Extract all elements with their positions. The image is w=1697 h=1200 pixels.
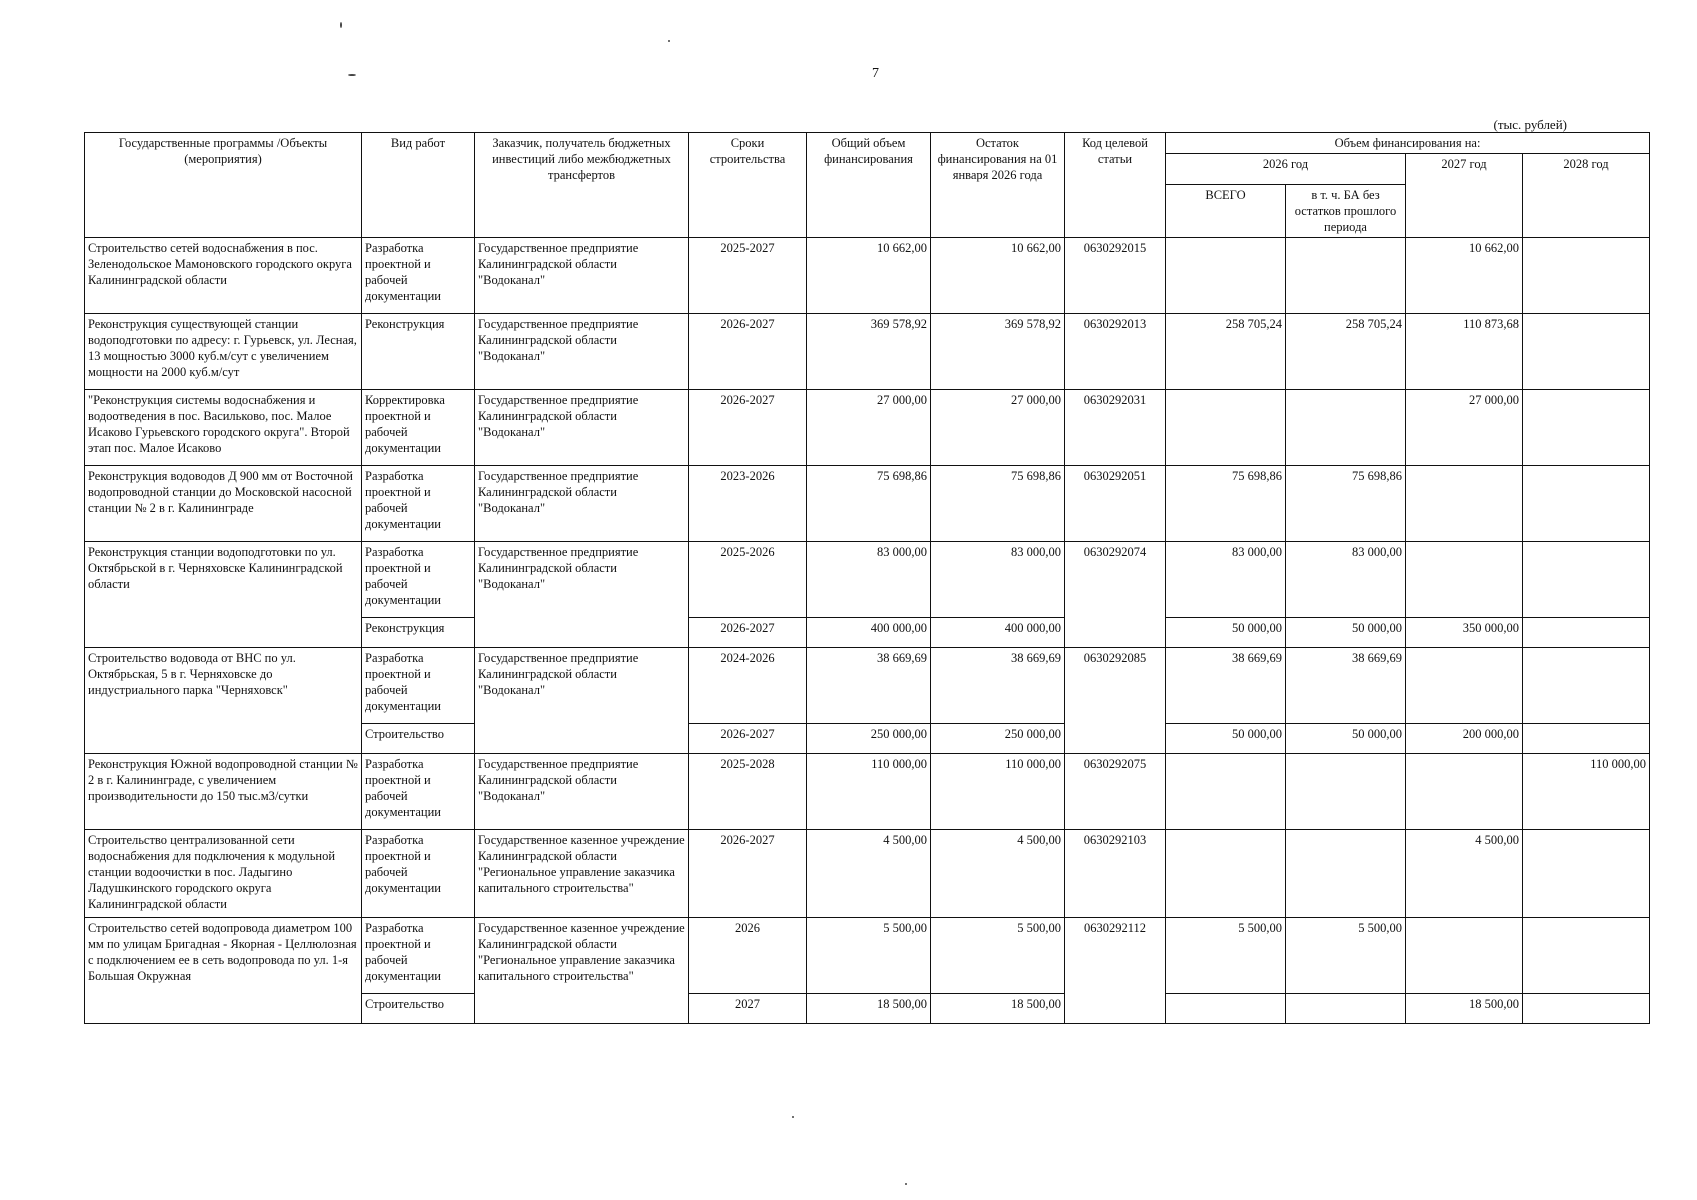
y2028-cell [1523, 390, 1650, 466]
y2026-ba-cell: 50 000,00 [1286, 724, 1406, 754]
terms-cell: 2025-2027 [689, 238, 807, 314]
customer-cell: Государственное предприятие Калининградской области "Водоканал" [475, 754, 689, 830]
code-cell: 0630292112 [1065, 918, 1166, 1024]
y2027-cell: 10 662,00 [1406, 238, 1523, 314]
code-cell: 0630292051 [1065, 466, 1166, 542]
table-row [85, 390, 1650, 466]
total-cell: 250 000,00 [807, 724, 931, 754]
program-cell: Реконструкция существующей станции водоподготовки по адресу: г. Гурьевск, ул. Лесная, 13 мощностью 3000 куб.м/сут с увеличением мощности на 2000 куб.м/сут [85, 314, 362, 390]
y2026-total-cell [1166, 390, 1286, 466]
y2026-total-cell [1166, 830, 1286, 918]
remaining-cell: 75 698,86 [931, 466, 1065, 542]
remaining-cell: 4 500,00 [931, 830, 1065, 918]
y2027-cell: 350 000,00 [1406, 618, 1523, 648]
remaining-cell: 18 500,00 [931, 994, 1065, 1024]
terms-cell: 2025-2026 [689, 542, 807, 618]
y2028-cell [1523, 648, 1650, 724]
header-year-2028: 2028 год [1523, 154, 1650, 238]
code-cell: 0630292085 [1065, 648, 1166, 754]
program-cell: Реконструкция Южной водопроводной станции № 2 в г. Калининграде, с увеличением производительности до 150 тыс.м3/сутки [85, 754, 362, 830]
y2026-ba-cell: 38 669,69 [1286, 648, 1406, 724]
scan-speck [340, 22, 342, 28]
scan-speck [668, 40, 670, 42]
header-customer: Заказчик, получатель бюджетных инвестиций либо межбюджетных трансфертов [475, 133, 689, 238]
terms-cell: 2024-2026 [689, 648, 807, 724]
y2026-ba-cell: 5 500,00 [1286, 918, 1406, 994]
work-type-cell: Разработка проектной и рабочей документации [362, 542, 475, 618]
header-financing-volume: Объем финансирования на: [1166, 133, 1650, 154]
work-type-cell: Разработка проектной и рабочей документации [362, 830, 475, 918]
work-type-cell: Реконструкция [362, 618, 475, 648]
work-type-cell: Корректировка проектной и рабочей документации [362, 390, 475, 466]
work-type-cell: Реконструкция [362, 314, 475, 390]
total-cell: 369 578,92 [807, 314, 931, 390]
y2026-total-cell [1166, 238, 1286, 314]
work-type-cell: Разработка проектной и рабочей документации [362, 754, 475, 830]
y2028-cell: 110 000,00 [1523, 754, 1650, 830]
work-type-cell: Разработка проектной и рабочей документации [362, 466, 475, 542]
header-including-ba: в т. ч. БА без остатков прошлого периода [1286, 185, 1406, 238]
y2027-cell: 27 000,00 [1406, 390, 1523, 466]
y2026-ba-cell [1286, 754, 1406, 830]
header-year-2026: 2026 год [1166, 154, 1406, 185]
table-row [85, 830, 1650, 918]
y2026-total-cell [1166, 994, 1286, 1024]
code-cell: 0630292103 [1065, 830, 1166, 918]
table-row [85, 542, 1650, 618]
y2026-ba-cell: 50 000,00 [1286, 618, 1406, 648]
terms-cell: 2026-2027 [689, 314, 807, 390]
customer-cell: Государственное предприятие Калининградской области "Водоканал" [475, 466, 689, 542]
header-total: ВСЕГО [1166, 185, 1286, 238]
remaining-cell: 110 000,00 [931, 754, 1065, 830]
header-row [85, 133, 1650, 154]
y2026-total-cell: 38 669,69 [1166, 648, 1286, 724]
header-total-financing: Общий объем финансирования [807, 133, 931, 238]
y2026-ba-cell [1286, 830, 1406, 918]
terms-cell: 2026-2027 [689, 724, 807, 754]
unit-note: (тыс. рублей) [1493, 117, 1567, 132]
table-row [85, 466, 1650, 542]
y2027-cell [1406, 918, 1523, 994]
y2028-cell [1523, 238, 1650, 314]
code-cell: 0630292015 [1065, 238, 1166, 314]
work-type-cell: Разработка проектной и рабочей документации [362, 648, 475, 724]
y2028-cell [1523, 830, 1650, 918]
customer-cell: Государственное казенное учреждение Калининградской области "Региональное управление заказчика капитального строительства" [475, 918, 689, 1024]
y2026-ba-cell: 83 000,00 [1286, 542, 1406, 618]
work-type-cell: Разработка проектной и рабочей документации [362, 238, 475, 314]
remaining-cell: 400 000,00 [931, 618, 1065, 648]
terms-cell: 2025-2028 [689, 754, 807, 830]
customer-cell: Государственное предприятие Калининградской области "Водоканал" [475, 314, 689, 390]
header-year-2027: 2027 год [1406, 154, 1523, 238]
header-target-code: Код целевой статьи [1065, 133, 1166, 238]
y2026-total-cell: 50 000,00 [1166, 618, 1286, 648]
program-cell: Строительство водовода от ВНС по ул. Октябрьская, 5 в г. Черняховске до индустриального парка "Черняховск" [85, 648, 362, 754]
scan-speck [905, 1183, 907, 1185]
y2026-total-cell [1166, 754, 1286, 830]
customer-cell: Государственное предприятие Калининградской области "Водоканал" [475, 648, 689, 754]
y2028-cell [1523, 542, 1650, 618]
header-program: Государственные программы /Объекты (мероприятия) [85, 133, 362, 238]
table-row [85, 918, 1650, 994]
terms-cell: 2026-2027 [689, 830, 807, 918]
remaining-cell: 83 000,00 [931, 542, 1065, 618]
remaining-cell: 369 578,92 [931, 314, 1065, 390]
y2027-cell: 18 500,00 [1406, 994, 1523, 1024]
y2026-ba-cell: 258 705,24 [1286, 314, 1406, 390]
y2026-total-cell: 75 698,86 [1166, 466, 1286, 542]
y2026-total-cell: 83 000,00 [1166, 542, 1286, 618]
work-type-cell: Строительство [362, 994, 475, 1024]
y2026-total-cell: 50 000,00 [1166, 724, 1286, 754]
program-cell: Строительство сетей водоснабжения в пос. Зеленодольское Мамоновского городского округа Калининградской области [85, 238, 362, 314]
total-cell: 10 662,00 [807, 238, 931, 314]
table-row [85, 238, 1650, 314]
y2028-cell [1523, 314, 1650, 390]
y2027-cell [1406, 466, 1523, 542]
terms-cell: 2026-2027 [689, 618, 807, 648]
customer-cell: Государственное казенное учреждение Калининградской области "Региональное управление заказчика капитального строительства" [475, 830, 689, 918]
total-cell: 75 698,86 [807, 466, 931, 542]
y2028-cell [1523, 618, 1650, 648]
total-cell: 110 000,00 [807, 754, 931, 830]
header-terms: Сроки строительства [689, 133, 807, 238]
total-cell: 38 669,69 [807, 648, 931, 724]
customer-cell: Государственное предприятие Калининградской области "Водоканал" [475, 542, 689, 648]
y2028-cell [1523, 724, 1650, 754]
terms-cell: 2026 [689, 918, 807, 994]
scan-speck [792, 1116, 794, 1118]
y2026-total-cell: 258 705,24 [1166, 314, 1286, 390]
y2027-cell [1406, 542, 1523, 618]
code-cell: 0630292075 [1065, 754, 1166, 830]
y2026-total-cell: 5 500,00 [1166, 918, 1286, 994]
terms-cell: 2026-2027 [689, 390, 807, 466]
y2027-cell: 110 873,68 [1406, 314, 1523, 390]
remaining-cell: 27 000,00 [931, 390, 1065, 466]
y2026-ba-cell [1286, 390, 1406, 466]
remaining-cell: 38 669,69 [931, 648, 1065, 724]
terms-cell: 2027 [689, 994, 807, 1024]
program-cell: "Реконструкция системы водоснабжения и водоотведения в пос. Васильково, пос. Малое Исаково Гурьевского городского округа". Второй этап пос. Малое Исаково [85, 390, 362, 466]
total-cell: 18 500,00 [807, 994, 931, 1024]
customer-cell: Государственное предприятие Калининградской области "Водоканал" [475, 238, 689, 314]
program-cell: Реконструкция водоводов Д 900 мм от Восточной водопроводной станции до Московской насосной станции № 2 в г. Калининграде [85, 466, 362, 542]
total-cell: 400 000,00 [807, 618, 931, 648]
remaining-cell: 5 500,00 [931, 918, 1065, 994]
program-cell: Реконструкция станции водоподготовки по ул. Октябрьской в г. Черняховске Калининградской области [85, 542, 362, 648]
code-cell: 0630292013 [1065, 314, 1166, 390]
terms-cell: 2023-2026 [689, 466, 807, 542]
program-cell: Строительство сетей водопровода диаметром 100 мм по улицам Бригадная - Якорная - Целлюлозная с подключением ее в сеть водопровода по ул. 1-я Большая Окружная [85, 918, 362, 1024]
table-row [85, 314, 1650, 390]
table-row [85, 754, 1650, 830]
work-type-cell: Строительство [362, 724, 475, 754]
y2027-cell: 4 500,00 [1406, 830, 1523, 918]
work-type-cell: Разработка проектной и рабочей документации [362, 918, 475, 994]
total-cell: 5 500,00 [807, 918, 931, 994]
financing-table [84, 132, 1650, 1024]
code-cell: 0630292074 [1065, 542, 1166, 648]
total-cell: 27 000,00 [807, 390, 931, 466]
total-cell: 4 500,00 [807, 830, 931, 918]
program-cell: Строительство централизованной сети водоснабжения для подключения к модульной станции водоочистки в пос. Ладыгино Ладушкинского городского округа Калининградской области [85, 830, 362, 918]
y2026-ba-cell: 75 698,86 [1286, 466, 1406, 542]
y2027-cell [1406, 754, 1523, 830]
y2026-ba-cell [1286, 238, 1406, 314]
y2026-ba-cell [1286, 994, 1406, 1024]
total-cell: 83 000,00 [807, 542, 931, 618]
y2027-cell [1406, 648, 1523, 724]
y2028-cell [1523, 918, 1650, 994]
remaining-cell: 250 000,00 [931, 724, 1065, 754]
y2028-cell [1523, 994, 1650, 1024]
header-work-type: Вид работ [362, 133, 475, 238]
remaining-cell: 10 662,00 [931, 238, 1065, 314]
y2028-cell [1523, 466, 1650, 542]
code-cell: 0630292031 [1065, 390, 1166, 466]
header-remaining: Остаток финансирования на 01 января 2026 года [931, 133, 1065, 238]
y2027-cell: 200 000,00 [1406, 724, 1523, 754]
page-number: 7 [872, 66, 879, 81]
table-row [85, 648, 1650, 724]
customer-cell: Государственное предприятие Калининградской области "Водоканал" [475, 390, 689, 466]
scan-speck [348, 74, 356, 76]
